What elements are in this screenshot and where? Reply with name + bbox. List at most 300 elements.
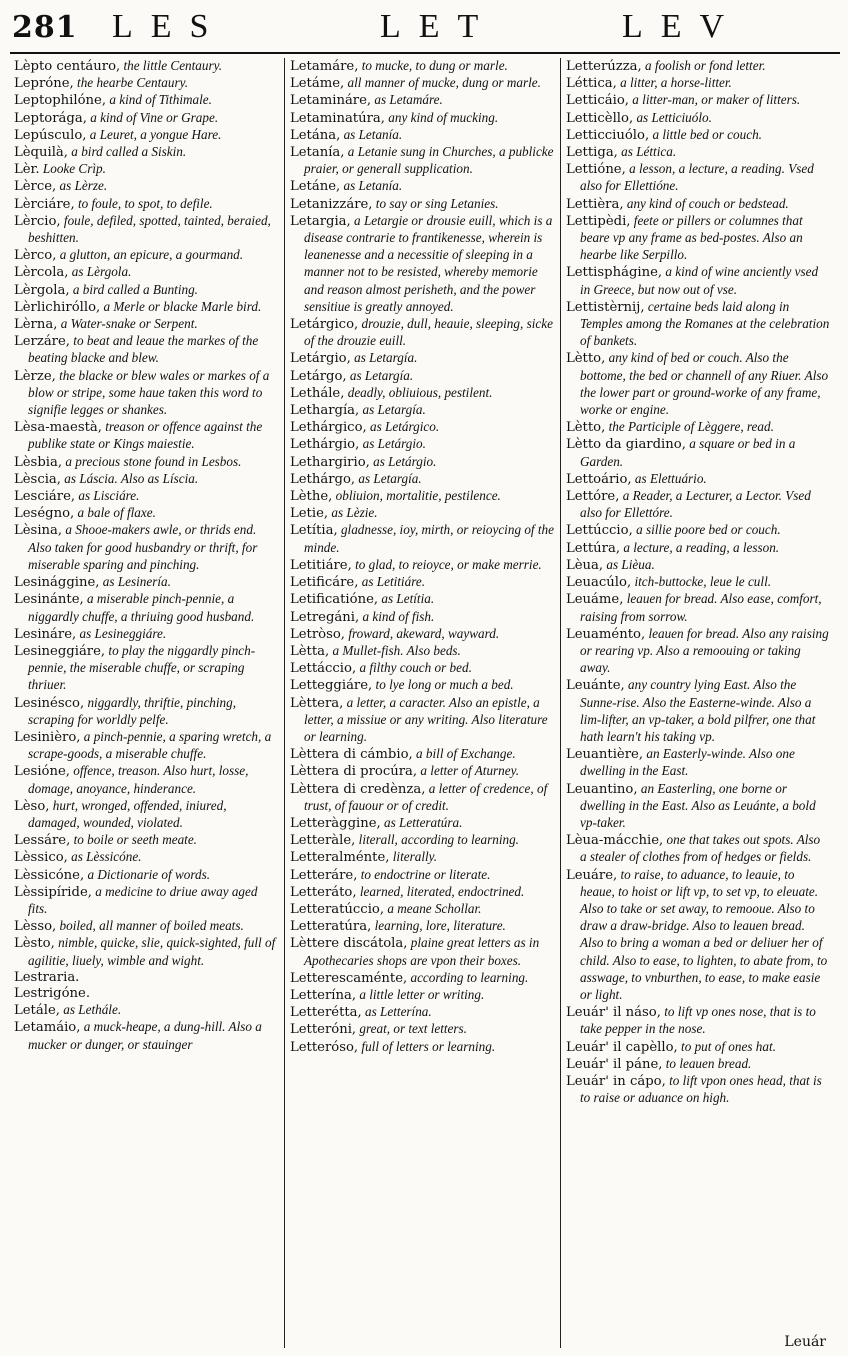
dictionary-entry bbox=[566, 75, 830, 92]
entry-headword: Letteráre, bbox=[290, 867, 358, 883]
entry-headword: Lesinággine, bbox=[14, 575, 100, 591]
dictionary-entry bbox=[290, 75, 554, 92]
dictionary-entry bbox=[14, 419, 278, 453]
dictionary-entry bbox=[14, 1002, 278, 1019]
dictionary-entry bbox=[566, 264, 830, 298]
entry-definition: as Lèssicóne. bbox=[67, 849, 142, 865]
entry-definition: as Elettuário. bbox=[631, 470, 707, 486]
entry-headword: Lesinièro, bbox=[14, 729, 81, 745]
dictionary-entry bbox=[566, 127, 830, 144]
entry-definition: as Letitiáre. bbox=[358, 574, 425, 590]
entry-definition: to leauen bread. bbox=[662, 1055, 752, 1071]
entry-headword: Letteróso, bbox=[290, 1039, 359, 1055]
dictionary-entry bbox=[14, 763, 278, 797]
entry-headword: Letteggiáre, bbox=[290, 678, 373, 694]
dictionary-entry bbox=[566, 540, 830, 557]
entry-headword: Leuacúlo, bbox=[566, 575, 632, 591]
entry-headword: Lesinánte, bbox=[14, 592, 84, 608]
entry-definition: as Lèrgola. bbox=[68, 264, 132, 280]
entry-definition: as Lesineggiáre. bbox=[76, 625, 167, 641]
dictionary-entry bbox=[290, 471, 554, 488]
entry-headword: Lèttera di cámbio, bbox=[290, 747, 413, 763]
dictionary-entry bbox=[566, 832, 830, 866]
entry-definition: drouzie, dull, heauie, sleeping, sicke of the drouzie euill. bbox=[304, 316, 553, 349]
dictionary-entry bbox=[14, 75, 278, 92]
dictionary-entry bbox=[14, 333, 278, 367]
entry-headword: Lettistèrnij, bbox=[566, 299, 645, 315]
dictionary-entry bbox=[566, 1056, 830, 1073]
dictionary-entry bbox=[14, 127, 278, 144]
entry-headword: Letamináre, bbox=[290, 93, 372, 109]
dictionary-entry bbox=[290, 402, 554, 419]
entry-definition: nimble, quicke, slie, quick-sighted, full of agilitie, liuely, wimble and wight. bbox=[28, 935, 276, 968]
entry-definition: the Participle of Lèggere, read. bbox=[605, 419, 774, 435]
entry-definition: as Lesinería. bbox=[99, 574, 171, 590]
dictionary-entry bbox=[566, 436, 830, 470]
entry-headword: Lesióne, bbox=[14, 764, 70, 780]
entry-definition: as Lisciáre. bbox=[75, 488, 140, 504]
entry-headword: Lethárgo, bbox=[290, 471, 356, 487]
entry-definition: any kind of mucking. bbox=[384, 109, 499, 125]
entry-headword: Letterétta, bbox=[290, 1005, 362, 1021]
dictionary-entry bbox=[566, 110, 830, 127]
entry-definition: literally. bbox=[389, 849, 438, 865]
dictionary-entry bbox=[14, 264, 278, 281]
dictionary-entry bbox=[290, 849, 554, 866]
column-3 bbox=[566, 58, 830, 1350]
entry-definition: as Letticiuólo. bbox=[633, 109, 712, 125]
entry-definition: a Mullet-fish. Also beds. bbox=[329, 642, 461, 658]
dictionary-entry bbox=[14, 488, 278, 505]
dictionary-entry bbox=[290, 867, 554, 884]
header-rule bbox=[10, 52, 840, 54]
dictionary-entry bbox=[14, 316, 278, 333]
catchword: Leuár bbox=[784, 1334, 826, 1350]
entry-definition: as Letterína. bbox=[361, 1004, 432, 1020]
entry-headword: Lettièra, bbox=[566, 196, 624, 212]
entry-definition: to endoctrine or literate. bbox=[357, 866, 491, 882]
entry-definition: as Letárgio. bbox=[359, 436, 426, 452]
entry-headword: Lèsto, bbox=[14, 936, 55, 952]
entry-definition: to say or sing Letanies. bbox=[372, 195, 499, 211]
dictionary-entry bbox=[290, 436, 554, 453]
entry-definition: offence, treason. Also hurt, losse, domage, anoyance, hinderance. bbox=[28, 763, 249, 796]
dictionary-entry bbox=[290, 350, 554, 367]
entry-definition: leauen for bread. Also ease, comfort, raising from sorrow. bbox=[580, 591, 822, 624]
entry-definition: as Letteratúra. bbox=[380, 814, 463, 830]
entry-headword: Letròso, bbox=[290, 626, 346, 642]
dictionary-entry bbox=[290, 178, 554, 195]
entry-headword: Lèrce, bbox=[14, 179, 57, 195]
entry-definition: an Easterly-winde. Also one dwelling in the East. bbox=[580, 746, 795, 779]
dictionary-entry bbox=[290, 970, 554, 987]
dictionary-entry bbox=[566, 161, 830, 195]
entry-definition: a letter, a caracter. Also an epistle, a letter, a missiue or any writing. Also literature or learning. bbox=[304, 694, 548, 744]
entry-definition: plaine great letters as in Apothecaries shops are vpon their boxes. bbox=[304, 935, 540, 968]
dictionary-entry bbox=[14, 282, 278, 299]
dictionary-entry bbox=[566, 350, 830, 419]
entry-headword: Leuantière, bbox=[566, 747, 644, 763]
dictionary-entry bbox=[290, 316, 554, 350]
dictionary-entry bbox=[290, 815, 554, 832]
entry-headword: Letamáre, bbox=[290, 59, 359, 74]
entry-headword: Letticciuólo, bbox=[566, 127, 650, 143]
entry-definition: a kind of fish. bbox=[359, 608, 435, 624]
entry-definition: to boile or seeth meate. bbox=[70, 832, 197, 848]
entry-headword: Leuáme, bbox=[566, 592, 624, 608]
entry-headword: Lettáccio, bbox=[290, 661, 357, 677]
entry-definition: Looke Crìp. bbox=[39, 161, 106, 177]
entry-headword: Letterína, bbox=[290, 987, 357, 1003]
entry-headword: Leuánte, bbox=[566, 678, 625, 694]
dictionary-entry bbox=[290, 1021, 554, 1038]
entry-definition: all manner of mucke, dung or marle. bbox=[344, 75, 541, 91]
entry-definition: a letter of credence, of trust, of fauour or of credit. bbox=[304, 780, 548, 813]
entry-headword: Letargia, bbox=[290, 213, 351, 229]
page-header bbox=[0, 0, 848, 56]
entry-headword: Letregáni, bbox=[290, 609, 360, 625]
dictionary-entry bbox=[566, 196, 830, 213]
entry-headword: Lètto, bbox=[566, 420, 606, 436]
dictionary-entry bbox=[14, 986, 278, 1002]
entry-definition: foule, defiled, spotted, tainted, beraied, beshitten. bbox=[28, 212, 271, 246]
entry-definition: feete or pillers or columnes that beare vp any frame as bed-postes. Also an hearbe like Serpillo. bbox=[580, 212, 803, 263]
entry-definition: a square or bed in a Garden. bbox=[580, 436, 796, 469]
dictionary-entry bbox=[290, 609, 554, 626]
entry-headword: Lèua, bbox=[566, 557, 604, 573]
entry-headword: Leuár' il páne, bbox=[566, 1056, 663, 1072]
dictionary-entry bbox=[290, 643, 554, 660]
entry-definition: a little letter or writing. bbox=[356, 986, 485, 1002]
entry-headword: Lettóre, bbox=[566, 489, 620, 505]
entry-headword: Lestrigóne. bbox=[14, 985, 91, 1001]
entry-definition: to foule, to spot, to defile. bbox=[74, 195, 213, 211]
entry-headword: Lettipèdi, bbox=[566, 213, 631, 229]
entry-headword: Lessáre, bbox=[14, 833, 71, 849]
entry-definition: leauen for bread. Also any raising or rearing vp. Also a remoouing or taking away. bbox=[580, 625, 829, 676]
entry-headword: Lèrna, bbox=[14, 317, 58, 333]
dictionary-entry bbox=[14, 970, 278, 986]
entry-headword: Lèttera, bbox=[290, 695, 344, 711]
dictionary-entry bbox=[14, 471, 278, 488]
dictionary-entry bbox=[14, 729, 278, 763]
entry-definition: as Láscia. Also as Líscia. bbox=[61, 470, 199, 486]
dictionary-entry bbox=[290, 368, 554, 385]
entry-definition: a kind of wine anciently vsed in Greece, but now out of vse. bbox=[580, 264, 819, 297]
entry-headword: Lesinésco, bbox=[14, 695, 85, 711]
entry-definition: a Letargie or drousie euill, which is a disease contrarie to frantikenesse, wherein is leanenesse and a necessitie of sleeping in a manner not to be resisted, whereby memorie and reason almost perisheth, and the power sensitiue is greatly annoyed. bbox=[304, 212, 553, 314]
entry-definition: to put of ones hat. bbox=[677, 1038, 776, 1054]
entry-definition: any country lying East. Also the Sunne-rise. Also the Easterne-winde. Also a lim-lifter, an vp-taker, a bold pilfrer, one that hath learn't his taking vp. bbox=[580, 677, 816, 744]
entry-definition: as Lethále. bbox=[59, 1002, 122, 1018]
entry-headword: Letterescaménte, bbox=[290, 970, 408, 986]
dictionary-entry bbox=[290, 574, 554, 591]
dictionary-entry bbox=[566, 626, 830, 678]
entry-definition: a Shooe-makers awle, or thrids end. Also taken for good husbandry or thrift, for miserable sparing and pinching. bbox=[28, 522, 258, 572]
dictionary-entry bbox=[14, 178, 278, 195]
dictionary-entry bbox=[290, 127, 554, 144]
entry-headword: Lèsbia, bbox=[14, 454, 63, 470]
dictionary-entry bbox=[290, 1039, 554, 1056]
entry-definition: to play the niggardly pinch-pennie, the miserable chuffe, or scraping thriuer. bbox=[28, 642, 256, 693]
entry-definition: full of letters or learning. bbox=[358, 1038, 496, 1054]
dictionary-entry bbox=[290, 385, 554, 402]
dictionary-entry bbox=[14, 643, 278, 695]
entry-definition: as Letamáre. bbox=[371, 92, 443, 108]
dictionary-entry bbox=[290, 781, 554, 815]
entry-definition: as Letargía. bbox=[350, 350, 418, 366]
entry-headword: Letteralménte, bbox=[290, 850, 390, 866]
dictionary-entry bbox=[290, 935, 554, 969]
dictionary-entry bbox=[290, 419, 554, 436]
dictionary-entry bbox=[14, 574, 278, 591]
entry-headword: Letítia, bbox=[290, 523, 338, 539]
dictionary-entry bbox=[14, 144, 278, 161]
entry-definition: a filthy couch or bed. bbox=[356, 660, 472, 676]
entry-headword: Letteráto, bbox=[290, 884, 357, 900]
entry-headword: Letitiáre, bbox=[290, 557, 352, 573]
entry-definition: a sillie poore bed or couch. bbox=[632, 522, 781, 538]
dictionary-entry bbox=[290, 58, 554, 75]
entry-headword: Leségno, bbox=[14, 506, 75, 522]
dictionary-entry bbox=[290, 746, 554, 763]
entry-headword: Lèssipíride, bbox=[14, 884, 92, 900]
entry-headword: Lèrgola, bbox=[14, 282, 70, 298]
entry-definition: as Lièua. bbox=[603, 556, 655, 572]
entry-definition: a glutton, an epicure, a gourmand. bbox=[56, 247, 244, 263]
entry-headword: Lettiga, bbox=[566, 145, 618, 161]
entry-definition: as Letárgico. bbox=[366, 419, 440, 435]
dictionary-entry bbox=[290, 763, 554, 780]
dictionary-entry bbox=[566, 58, 830, 75]
dictionary-entry bbox=[14, 935, 278, 969]
entry-definition: treason or offence against the publike state or Kings maiestie. bbox=[28, 419, 263, 452]
entry-headword: Letificatióne, bbox=[290, 592, 379, 608]
entry-definition: a meane Schollar. bbox=[384, 900, 482, 916]
dictionary-entry bbox=[290, 488, 554, 505]
entry-definition: as Letítia. bbox=[378, 591, 435, 607]
entry-headword: Leuaménto, bbox=[566, 626, 646, 642]
dictionary-entry bbox=[290, 695, 554, 747]
entry-headword: Letamáio, bbox=[14, 1020, 81, 1036]
dictionary-entry bbox=[566, 213, 830, 265]
entry-headword: Lèrlichiróllo, bbox=[14, 299, 101, 315]
dictionary-entry bbox=[290, 92, 554, 109]
column-divider bbox=[560, 58, 561, 1348]
dictionary-entry bbox=[290, 522, 554, 556]
dictionary-entry bbox=[14, 867, 278, 884]
entry-headword: Lettisphágine, bbox=[566, 265, 663, 281]
entry-headword: Lèsso, bbox=[14, 919, 57, 935]
entry-definition: a litter, a horse-litter. bbox=[616, 75, 732, 91]
entry-definition: the little Centaury. bbox=[120, 58, 223, 73]
entry-definition: a Leuret, a yongue Hare. bbox=[86, 126, 222, 142]
dictionary-entry bbox=[290, 1004, 554, 1021]
entry-headword: Leuár' il náso, bbox=[566, 1005, 661, 1021]
dictionary-entry bbox=[14, 591, 278, 625]
entry-definition: a bird called a Bunting. bbox=[69, 281, 198, 297]
entry-definition: learned, literated, endoctrined. bbox=[356, 883, 525, 899]
dictionary-entry bbox=[566, 488, 830, 522]
entry-definition: to beat and leaue the markes of the beating blacke and blew. bbox=[28, 333, 259, 366]
dictionary-entry bbox=[290, 884, 554, 901]
entry-headword: Lethargirio, bbox=[290, 454, 370, 470]
entry-definition: a Water-snake or Serpent. bbox=[57, 316, 198, 332]
entry-headword: Lèr. bbox=[14, 162, 40, 178]
entry-definition: a litter-man, or maker of litters. bbox=[628, 92, 801, 108]
entry-headword: Letaminatúra, bbox=[290, 110, 385, 126]
entry-headword: Lètto, bbox=[566, 351, 606, 367]
entry-definition: the hearbe Centaury. bbox=[73, 75, 189, 91]
dictionary-entry bbox=[290, 213, 554, 316]
entry-headword: Lethále, bbox=[290, 385, 345, 401]
entry-headword: Lèrco, bbox=[14, 248, 57, 264]
column-1 bbox=[14, 58, 278, 1350]
entry-headword: Lètta, bbox=[290, 643, 330, 659]
entry-headword: Letticèllo, bbox=[566, 110, 634, 126]
entry-definition: hurt, wronged, offended, iniured, damaged, wounded, violated. bbox=[28, 797, 227, 830]
entry-headword: Letteràggine, bbox=[290, 815, 381, 831]
entry-definition: itch-buttocke, leue le cull. bbox=[631, 574, 772, 590]
dictionary-entry bbox=[14, 247, 278, 264]
dictionary-entry bbox=[566, 557, 830, 574]
dictionary-entry bbox=[290, 918, 554, 935]
entry-headword: Letána, bbox=[290, 127, 341, 143]
entry-definition: to lift vp ones nose, that is to take pepper in the nose. bbox=[580, 1004, 816, 1037]
dictionary-entry bbox=[14, 1019, 278, 1053]
entry-headword: Lèrcio, bbox=[14, 213, 61, 229]
entry-headword: Letáme, bbox=[290, 76, 345, 92]
dictionary-entry bbox=[14, 849, 278, 866]
entry-headword: Lèssicóne, bbox=[14, 867, 85, 883]
entry-definition: certaine beds laid along in Temples among the Romanes at the celebration of bankets. bbox=[580, 298, 830, 349]
entry-headword: Lerzáre, bbox=[14, 334, 70, 350]
dictionary-entry bbox=[566, 781, 830, 833]
entry-definition: a medicine to driue away aged fits. bbox=[28, 883, 258, 916]
entry-headword: Letárgio, bbox=[290, 351, 351, 367]
dictionary-entry bbox=[14, 299, 278, 316]
dictionary-entry bbox=[290, 660, 554, 677]
entry-headword: Lettúra, bbox=[566, 540, 621, 556]
entry-headword: Lethárgio, bbox=[290, 437, 360, 453]
running-head-right: LEV bbox=[622, 8, 743, 45]
entry-headword: Letie, bbox=[290, 506, 329, 522]
entry-headword: Letanía, bbox=[290, 145, 345, 161]
entry-headword: Leuantino, bbox=[566, 781, 638, 797]
dictionary-entry bbox=[14, 110, 278, 127]
dictionary-entry bbox=[14, 92, 278, 109]
entry-definition: a kind of Vine or Grape. bbox=[86, 109, 219, 125]
entry-definition: a little bed or couch. bbox=[649, 126, 762, 142]
entry-headword: Lètto da giardino, bbox=[566, 437, 686, 453]
entry-headword: Letárgico, bbox=[290, 317, 359, 333]
entry-headword: Lepúsculo, bbox=[14, 127, 87, 143]
dictionary-entry bbox=[566, 419, 830, 436]
dictionary-entry bbox=[566, 746, 830, 780]
entry-headword: Leptophilóne, bbox=[14, 93, 107, 109]
dictionary-entry bbox=[14, 522, 278, 574]
entry-headword: Lettoário, bbox=[566, 471, 632, 487]
entry-definition: any kind of couch or bedstead. bbox=[623, 195, 789, 211]
dictionary-entry bbox=[290, 196, 554, 213]
entry-definition: a foolish or fond letter. bbox=[641, 58, 766, 73]
dictionary-entry bbox=[290, 987, 554, 1004]
entry-definition: to mucke, to dung or marle. bbox=[358, 58, 508, 73]
entry-headword: Letanizzáre, bbox=[290, 196, 373, 212]
entry-definition: as Letárgio. bbox=[369, 453, 437, 469]
entry-definition: great, or text letters. bbox=[356, 1021, 467, 1037]
dictionary-entry bbox=[566, 1004, 830, 1038]
entry-headword: Lettióne, bbox=[566, 162, 626, 178]
entry-headword: Lèssico, bbox=[14, 850, 68, 866]
dictionary-entry bbox=[566, 92, 830, 109]
dictionary-entry bbox=[14, 918, 278, 935]
entry-headword: Leuár' in cápo, bbox=[566, 1073, 666, 1089]
dictionary-entry bbox=[566, 591, 830, 625]
entry-definition: froward, akeward, wayward. bbox=[345, 625, 500, 641]
entry-headword: Lèquilà, bbox=[14, 145, 68, 161]
dictionary-entry bbox=[14, 798, 278, 832]
dictionary-entry bbox=[14, 368, 278, 420]
entry-headword: Lèscia, bbox=[14, 471, 61, 487]
entry-headword: Lèrcola, bbox=[14, 265, 69, 281]
dictionary-entry bbox=[566, 1039, 830, 1056]
entry-definition: a precious stone found in Lesbos. bbox=[62, 453, 242, 469]
entry-definition: obliuion, mortalitie, pestilence. bbox=[332, 488, 501, 504]
entry-headword: Lèpto centáuro, bbox=[14, 59, 121, 74]
page-number: 281 bbox=[12, 10, 78, 45]
dictionary-entry bbox=[14, 161, 278, 178]
entry-headword: Letále, bbox=[14, 1003, 60, 1019]
entry-definition: as Letanía. bbox=[340, 126, 403, 142]
entry-headword: Leuár' il capèllo, bbox=[566, 1039, 678, 1055]
dictionary-entry bbox=[14, 695, 278, 729]
dictionary-entry bbox=[14, 832, 278, 849]
entry-definition: as Léttica. bbox=[617, 144, 677, 160]
entry-definition: as Letargía. bbox=[346, 367, 414, 383]
dictionary-entry bbox=[14, 213, 278, 247]
entry-definition: a pinch-pennie, a sparing wretch, a scrape-goods, a miserable chuffe. bbox=[28, 728, 272, 762]
entry-headword: Lèsa-maestà, bbox=[14, 420, 102, 436]
dictionary-entry bbox=[290, 832, 554, 849]
entry-headword: Letterúzza, bbox=[566, 59, 642, 74]
entry-headword: Letticáio, bbox=[566, 93, 629, 109]
entry-definition: a Letanie sung in Churches, a publicke praier, or generall supplication. bbox=[304, 144, 554, 177]
entry-headword: Lèrze, bbox=[14, 368, 56, 384]
dictionary-entry bbox=[14, 505, 278, 522]
entry-definition: a muck-heape, a dung-hill. Also a mucker or dunger, or stauinger bbox=[28, 1019, 262, 1052]
entry-definition: as Lèzie. bbox=[328, 505, 378, 521]
entry-definition: deadly, obliuious, pestilent. bbox=[344, 384, 493, 400]
running-head-left: LES bbox=[112, 8, 227, 45]
entry-definition: as Letargía. bbox=[359, 402, 426, 418]
dictionary-entry bbox=[290, 626, 554, 643]
entry-headword: Lèttere discátola, bbox=[290, 936, 408, 952]
entry-definition: a miserable pinch-pennie, a niggardly chuffe, a thriuing good husband. bbox=[28, 591, 255, 624]
entry-definition: the blacke or blew wales or markes of a blow or stripe, some haue taken this word to signifie legges or shankes. bbox=[28, 367, 270, 418]
dictionary-entry bbox=[290, 110, 554, 127]
entry-headword: Lèua-mácchie, bbox=[566, 833, 664, 849]
entry-definition: niggardly, thriftie, pinching, scraping for worldly pelfe. bbox=[28, 694, 237, 727]
entry-definition: according to learning. bbox=[407, 969, 529, 985]
dictionary-entry bbox=[566, 574, 830, 591]
dictionary-entry bbox=[290, 454, 554, 471]
entry-headword: Lesineggiáre, bbox=[14, 643, 106, 659]
entry-definition: literall, according to learning. bbox=[355, 832, 519, 848]
column-divider bbox=[284, 58, 285, 1348]
dictionary-entry bbox=[14, 884, 278, 918]
entry-headword: Lethargía, bbox=[290, 403, 360, 419]
